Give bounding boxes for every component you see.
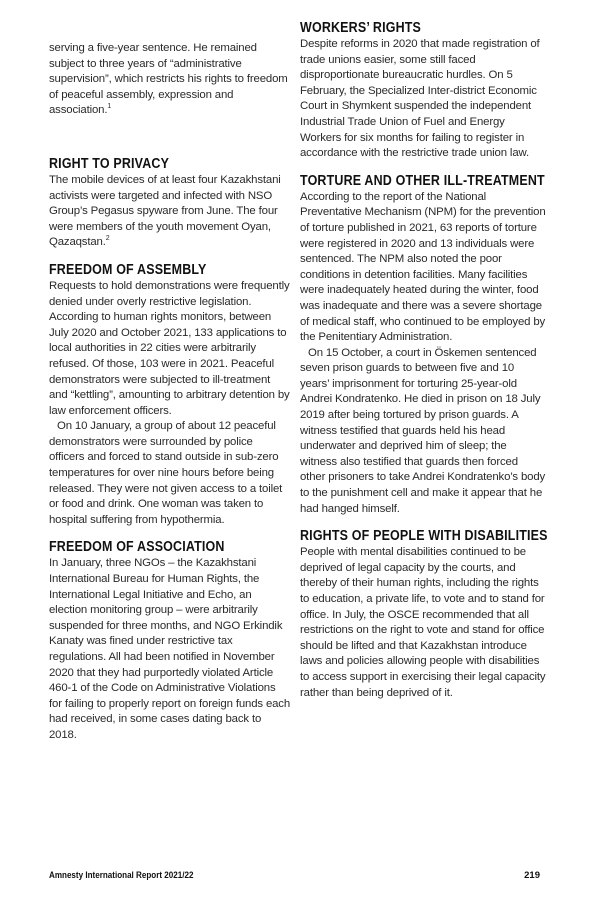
assembly-paragraph-1: Requests to hold demonstrations were frequently denied under overly restrictive legislation. According to human rights monitors, between July 2020 and October 2021, 133 applications to local authorities in 22 cities were arbitrarily refused. Of those, 103 were in 2021. Peaceful demonstrators were subjected to ill-treatment and “kettling”, amounting to arbitrary detention by law enforcement officers. bbox=[49, 279, 290, 417]
continuation-paragraph bbox=[49, 41, 291, 119]
heading-disabilities: RIGHTS OF PEOPLE WITH DISABILITIES bbox=[300, 528, 548, 545]
assembly-paragraph-2: On 10 January, a group of about 12 peaceful demonstrators were surrounded by police officers and forced to stand outside in sub-zero temperatures for over nine hours before being released. They were not given access to a toilet or food and drink. One woman was taken to hospital suffering from hypothermia. bbox=[49, 420, 283, 526]
right-column bbox=[300, 19, 546, 701]
paragraph-text: The mobile devices of at least four Kazakhstani activists were targeted and infected with NSO Group’s Pegasus spyware from June. The four were members of the youth movement Oyan, Qazaqstan. bbox=[49, 173, 281, 249]
publication-title: Amnesty International Report 2021/22 bbox=[49, 870, 194, 881]
torture-paragraph-1: According to the report of the National Preventative Mechanism (NPM) for the prevention of torture published in 2021, 63 reports of torture were registered in 2020 and 13 individuals were sentenced. The NPM also noted the poor conditions in detention facilities. Many facilities were inadequately heated during the winter, food was inadequate and there was a severe shortage of medical staff, who continued to be employed by the Penitentiary Administration. bbox=[300, 190, 546, 344]
workers-paragraph: Despite reforms in 2020 that made registration of trade unions easier, some still faced disproportionate bureaucratic hurdles. On 5 February, the Specialized Inter-district Economic Court in Shymkent suspended the independent Industrial Trade Union of Fuel and Energy Workers for six months for failing to register in accordance with the restrictive trade union law. bbox=[300, 38, 540, 160]
heading-workers-rights: WORKERS’ RIGHTS bbox=[300, 20, 422, 36]
disabilities-paragraph: People with mental disabilities continued to be deprived of legal capacity by the courts, and thereby of their human rights, including the rights to education, a private life, to vote and to stand for office. In July, the OSCE recommended that all restrictions on the right to vote and stand for office should be lifted and that Kazakhstan introduce laws and policies allowing people with disabilities to access support in exercising their legal capacity rather than being deprived of it. bbox=[300, 546, 546, 699]
heading-freedom-of-association: FREEDOM OF ASSOCIATION bbox=[49, 539, 225, 556]
torture-paragraph-2: On 15 October, a court in Öskemen sentenced seven prison guards to between five and 10 years’ imprisonment for torturing 25-year-old Andrei Kondratenko. He died in prison on 18 July 2019 after being tortured by prison guards. A witness testified that guards held his head underwater and deprived him of sleep; the witness also testified that guards then forced other prisoners to take Andrei Kondratenko’s body to the punishment cell and make it appear that he had hanged himself. bbox=[300, 346, 546, 515]
page-footer bbox=[49, 870, 540, 884]
footnote-marker[interactable]: 1 bbox=[107, 103, 112, 111]
heading-torture: TORTURE AND OTHER ILL-TREATMENT bbox=[300, 172, 545, 189]
page-number: 219 bbox=[524, 870, 540, 881]
heading-freedom-of-assembly: FREEDOM OF ASSEMBLY bbox=[49, 261, 207, 278]
privacy-paragraph bbox=[49, 173, 291, 251]
left-column bbox=[49, 41, 291, 744]
heading-right-to-privacy: RIGHT TO PRIVACY bbox=[49, 155, 170, 172]
association-paragraph: In January, three NGOs – the Kazakhstani International Bureau for Human Rights, the International Legal Initiative and Echo, an election monitoring group – were arbitrarily suspended for three months, and NGO Erkindik Kanaty was fined under restrictive tax regulations. All had been notified in November 2020 that they had purportedly violated Article 460-1 of the Code on Administrative Violations for failing to properly report on foreign funds each had received, in some cases dating back to 2018. bbox=[49, 557, 291, 741]
paragraph-text: serving a five-year sentence. He remained subject to three years of “administrative supervision”, which restricts his rights to freedom of peaceful assembly, expression and association. bbox=[49, 42, 288, 117]
footnote-marker[interactable]: 2 bbox=[105, 235, 110, 243]
